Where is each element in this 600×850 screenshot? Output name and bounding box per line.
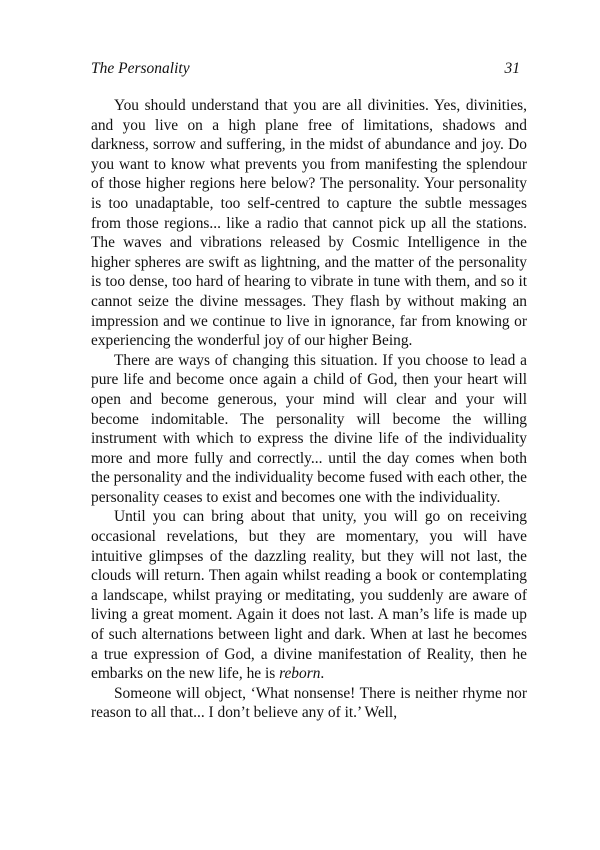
paragraph-4: Someone will object, ‘What nonsense! There is neither rhyme nor reason to all that... I don’t believe any of it.’ Well, (91, 684, 527, 722)
running-title: The Personality (91, 60, 190, 77)
paragraph-3-end: . (320, 665, 325, 683)
page-number: 31 (504, 60, 520, 77)
emphasis-reborn: reborn (279, 665, 321, 683)
running-head (91, 60, 520, 84)
paragraph-1: You should understand that you are all divinities. Yes, divinities, and you live on a high plane free of limitations, shadows and darkness, sorrow and suffering, in the midst of abundance and joy. Do you want to know what prevents you from manifesting the splendour of those higher regions here below? The personality. Your personality is too unadaptable, too self-centred to capture the subtle messages from those regions... like a radio that cannot pick up all the stations. The waves and vibrations released by Cosmic Intelligence in the higher spheres are swift as lightning, and the matter of the personality is too dense, too hard of hearing to vibrate in tune with them, and so it cannot seize the divine messages. They flash by without making an impression and we continue to live in ignorance, far from knowing or experiencing the wonderful joy of our higher Being. (91, 97, 527, 350)
paragraph-2: There are ways of changing this situation. If you choose to lead a pure life and become once again a child of God, then your heart will open and become generous, your mind will clear and your will become indomitable. The personality will become the willing instrument with which to express the divine life of the individuality more and more fully and correctly... until the day comes when both the personality and the individuality become fused with each other, the personality ceases to exist and becomes one with the individuality. (91, 351, 527, 506)
paragraph-3 (91, 507, 527, 683)
paragraph-3-text: Until you can bring about that unity, you will go on receiving occasional revelations, but they are momentary, you will have intuitive glimpses of the dazzling reality, but they will not last, the clouds will return. Then again whilst reading a book or contemplating a landscape, whilst praying or meditating, you suddenly are aware of living a great moment. Again it does not last. A man’s life is made up of such alternations between light and dark. When at last he becomes a true expression of God, a divine manifestation of Reality, then he embarks on the new life, he is (91, 508, 527, 683)
body-text (91, 96, 527, 723)
